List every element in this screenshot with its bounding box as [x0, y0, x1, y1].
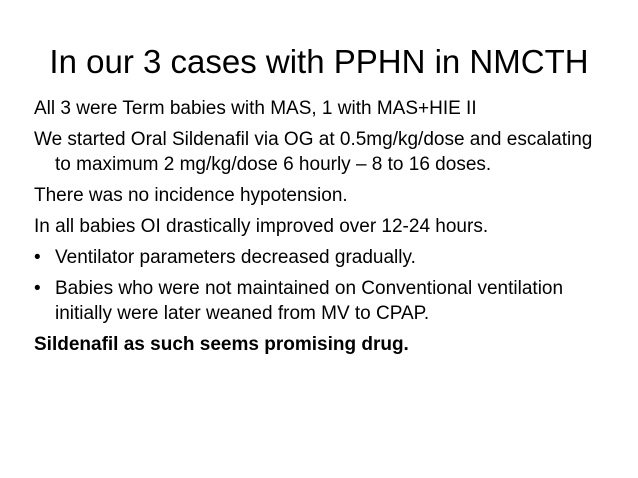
paragraph-oi-improved: In all babies OI drastically improved over 12-24 hours.	[34, 216, 489, 237]
bullet-text: Babies who were not maintained on Conventional ventilation initially were later weaned from MV to CPAP.	[55, 278, 564, 324]
bullet-item-ventilator	[34, 245, 604, 270]
paragraph-term-babies: All 3 were Term babies with MAS, 1 with MAS+HIE II	[34, 98, 477, 119]
bullet-marker: •	[34, 278, 41, 299]
slide-title: In our 3 cases with PPHN in NMCTH	[49, 43, 589, 80]
paragraph-hypotension: There was no incidence hypotension.	[34, 185, 348, 206]
bullet-marker: •	[34, 247, 41, 268]
slide-body	[34, 96, 604, 363]
conclusion-text: Sildenafil as such seems promising drug.	[34, 334, 409, 355]
bullet-text: Ventilator parameters decreased gradually.	[55, 247, 416, 268]
bullet-item-weaning	[34, 276, 604, 326]
paragraph-sildenafil-dosing: We started Oral Sildenafil via OG at 0.5mg/kg/dose and escalating to maximum 2 mg/kg/dose 6 hourly – 8 to 16 doses.	[34, 129, 593, 175]
